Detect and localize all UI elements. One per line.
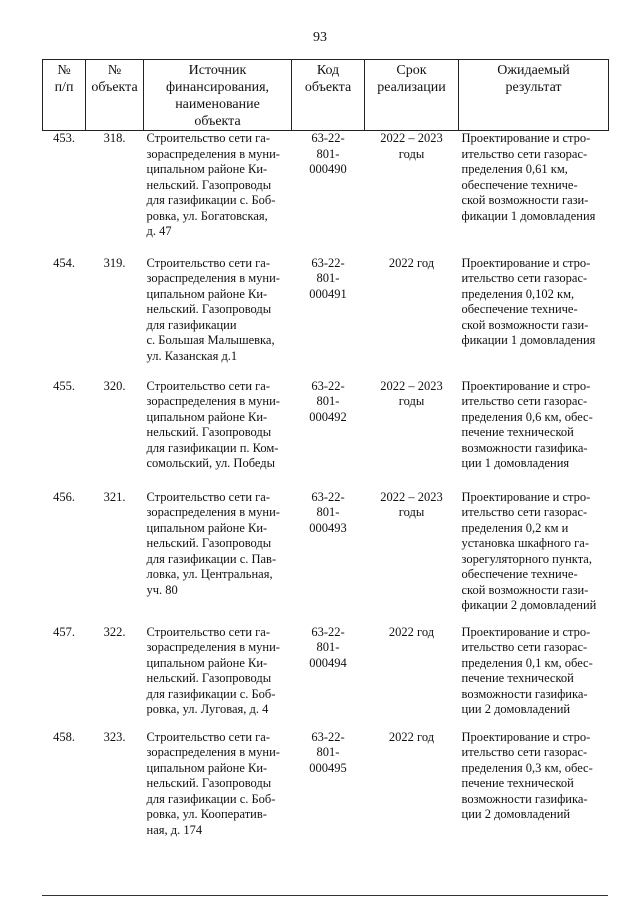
text-line: 63-22-: [311, 255, 345, 270]
text-line: результат: [505, 80, 562, 95]
text-line: ительство сети газорас-: [461, 640, 588, 654]
text-line: установка шкафного га-: [461, 536, 589, 550]
text-line: обеспечение техниче-: [461, 177, 578, 192]
row-object-code: [292, 377, 365, 488]
table-row: [43, 377, 609, 488]
text-line: годы: [398, 394, 425, 408]
text-line: для газификации с. Боб-: [146, 686, 276, 701]
text-line: 2022 год: [388, 729, 435, 744]
text-line: 000494: [309, 655, 347, 670]
row-object-number: 320.: [103, 378, 126, 393]
text-line: 000491: [309, 286, 347, 301]
text-line: сомольский, ул. Победы: [146, 456, 276, 470]
text-line: №: [57, 63, 71, 78]
row-object-code: [292, 488, 365, 623]
text-line: ской возможности гази-: [461, 193, 589, 207]
text-line: Строительство сети га-: [146, 378, 270, 393]
header-object-number: [86, 60, 144, 131]
text-line: п/п: [54, 80, 74, 95]
row-description: [144, 488, 292, 623]
text-line: Проектирование и стро-: [461, 489, 591, 504]
text-line: ской возможности гази-: [461, 582, 589, 597]
text-line: наименование: [175, 97, 260, 112]
text-line: зорегуляторного пункта,: [461, 551, 592, 566]
text-line: ской возможности гази-: [461, 317, 589, 332]
text-line: годы: [398, 146, 425, 161]
row-result: [459, 377, 609, 488]
header-period: [365, 60, 459, 131]
text-line: ципальном районе Ки-: [146, 162, 268, 176]
row-description: [144, 131, 292, 254]
text-line: ительство сети газорас-: [461, 271, 588, 285]
text-line: Ожидаемый: [497, 63, 570, 78]
text-line: 2022 – 2023: [380, 489, 443, 504]
table-row: [43, 131, 609, 254]
text-line: фикации 1 домовладения: [461, 333, 596, 347]
text-line: возможности газифика-: [461, 791, 588, 806]
table-row: [43, 623, 609, 728]
text-line: ул. Казанская д.1: [146, 348, 238, 363]
text-line: 63-22-: [311, 729, 345, 744]
text-line: объекта: [194, 114, 241, 129]
text-line: с. Большая Малышевка,: [146, 333, 275, 347]
text-line: для газификации: [146, 317, 237, 332]
text-line: ципальном районе Ки-: [146, 409, 268, 424]
text-line: №: [107, 63, 122, 78]
text-line: Срок: [396, 63, 427, 78]
text-line: зораспределения в муни-: [146, 271, 280, 285]
text-line: ции 1 домовладения: [461, 456, 570, 470]
row-description: [144, 728, 292, 863]
text-line: ципальном районе Ки-: [146, 655, 268, 670]
text-line: для газификации п. Ком-: [146, 440, 279, 455]
text-line: зораспределения в муни-: [146, 505, 280, 519]
text-line: ровка, ул. Кооператив-: [146, 807, 267, 821]
page-number: 93: [313, 30, 327, 45]
row-result: [459, 623, 609, 728]
text-line: ительство сети газорас-: [461, 394, 588, 408]
text-line: зораспределения в муни-: [146, 745, 280, 759]
table-row: [43, 488, 609, 623]
text-line: 801-: [316, 394, 340, 408]
row-object-number: 319.: [103, 255, 126, 270]
row-period: [365, 488, 459, 623]
table-body: [43, 131, 609, 863]
text-line: Проектирование и стро-: [461, 131, 591, 145]
text-line: ловка, ул. Центральная,: [146, 567, 273, 581]
text-line: Проектирование и стро-: [461, 729, 591, 744]
text-line: 2022 год: [388, 255, 435, 270]
objects-table: [42, 59, 609, 863]
text-line: обеспечение техниче-: [461, 302, 578, 316]
text-line: зораспределения в муни-: [146, 394, 280, 408]
text-line: ная, д. 174: [146, 822, 203, 837]
row-object-code: [292, 623, 365, 728]
text-line: ции 2 домовладений: [461, 702, 571, 716]
text-line: Строительство сети га-: [146, 131, 270, 145]
text-line: 63-22-: [311, 489, 345, 504]
header-source: [144, 60, 292, 131]
text-line: печение технической: [461, 776, 574, 790]
header-pp: [43, 60, 86, 131]
text-line: ровка, ул. Богатовская,: [146, 208, 268, 223]
text-line: возможности газифика-: [461, 686, 588, 701]
bottom-rule: [42, 895, 608, 896]
header-result: [459, 60, 609, 131]
text-line: фикации 2 домовладений: [461, 598, 597, 612]
text-line: 000493: [309, 520, 347, 535]
text-line: Строительство сети га-: [146, 729, 270, 744]
row-object-code: [292, 131, 365, 254]
text-line: 2022 – 2023: [380, 131, 443, 145]
text-line: нельский. Газопроводы: [146, 302, 272, 316]
text-line: объекта: [304, 80, 352, 95]
text-line: зораспределения в муни-: [146, 146, 280, 161]
row-object-number: 323.: [103, 729, 126, 744]
text-line: 000495: [309, 760, 347, 775]
text-line: Код: [316, 63, 340, 78]
table-row: [43, 728, 609, 863]
row-result: [459, 728, 609, 863]
text-line: печение технической: [461, 425, 574, 439]
text-line: Проектирование и стро-: [461, 378, 591, 393]
text-line: 2022 год: [388, 624, 435, 639]
text-line: 000490: [309, 162, 347, 176]
row-period: [365, 728, 459, 863]
row-period: [365, 377, 459, 488]
text-line: объекта: [91, 80, 138, 95]
text-line: д. 47: [146, 224, 172, 238]
text-line: 801-: [316, 640, 340, 654]
text-line: пределения 0,102 км,: [461, 286, 575, 301]
text-line: финансирования,: [165, 80, 270, 95]
row-pp-number: 455.: [53, 378, 75, 393]
row-object-number: 321.: [103, 489, 126, 504]
text-line: нельский. Газопроводы: [146, 776, 272, 790]
text-line: 63-22-: [311, 131, 345, 145]
row-pp-number: 456.: [53, 489, 75, 504]
text-line: Источник: [188, 63, 247, 78]
text-line: Строительство сети га-: [146, 624, 270, 639]
header-code: [292, 60, 365, 131]
text-line: ципальном районе Ки-: [146, 520, 268, 535]
text-line: пределения 0,2 км и: [461, 520, 569, 535]
text-line: пределения 0,1 км, обес-: [461, 655, 593, 670]
text-line: годы: [398, 505, 425, 519]
text-line: 63-22-: [311, 624, 345, 639]
row-result: [459, 488, 609, 623]
row-pp-number: 458.: [53, 729, 75, 744]
text-line: ции 2 домовладений: [461, 807, 571, 821]
text-line: 801-: [316, 745, 340, 759]
text-line: для газификации с. Боб-: [146, 791, 276, 806]
text-line: ципальном районе Ки-: [146, 760, 268, 775]
text-line: уч. 80: [146, 582, 178, 597]
text-line: возможности газифика-: [461, 440, 588, 455]
row-object-number: 318.: [103, 131, 126, 145]
row-result: [459, 131, 609, 254]
row-period: [365, 623, 459, 728]
text-line: ительство сети газорас-: [461, 146, 588, 161]
text-line: ительство сети газорас-: [461, 745, 588, 759]
text-line: для газификации с. Боб-: [146, 193, 276, 207]
text-line: 801-: [316, 271, 340, 285]
text-line: нельский. Газопроводы: [146, 671, 272, 685]
row-pp-number: 457.: [53, 624, 75, 639]
text-line: печение технической: [461, 671, 574, 685]
text-line: нельский. Газопроводы: [146, 425, 272, 439]
text-line: обеспечение техниче-: [461, 567, 578, 581]
row-description: [144, 623, 292, 728]
row-object-number: 322.: [103, 624, 126, 639]
text-line: ципальном районе Ки-: [146, 286, 268, 301]
text-line: нельский. Газопроводы: [146, 536, 272, 550]
text-line: 63-22-: [311, 378, 345, 393]
text-line: Строительство сети га-: [146, 489, 270, 504]
table-row: [43, 254, 609, 377]
text-line: 000492: [309, 409, 347, 424]
table-header-row: [43, 60, 609, 131]
text-line: пределения 0,61 км,: [461, 162, 568, 176]
row-result: [459, 254, 609, 377]
row-pp-number: 453.: [53, 131, 75, 145]
text-line: Строительство сети га-: [146, 255, 270, 270]
text-line: фикации 1 домовладения: [461, 208, 596, 223]
row-description: [144, 377, 292, 488]
text-line: Проектирование и стро-: [461, 624, 591, 639]
text-line: ровка, ул. Луговая, д. 4: [146, 702, 269, 716]
text-line: нельский. Газопроводы: [146, 177, 272, 192]
row-object-code: [292, 728, 365, 863]
row-period: [365, 131, 459, 254]
text-line: Проектирование и стро-: [461, 255, 591, 270]
row-description: [144, 254, 292, 377]
text-line: 801-: [316, 505, 340, 519]
text-line: реализации: [377, 80, 446, 95]
row-period: [365, 254, 459, 377]
text-line: 2022 – 2023: [380, 378, 443, 393]
row-object-code: [292, 254, 365, 377]
text-line: ительство сети газорас-: [461, 505, 588, 519]
text-line: пределения 0,6 км, обес-: [461, 409, 593, 424]
text-line: 801-: [316, 146, 340, 161]
row-pp-number: 454.: [53, 255, 75, 270]
text-line: зораспределения в муни-: [146, 640, 280, 654]
text-line: пределения 0,3 км, обес-: [461, 760, 593, 775]
text-line: для газификации с. Пав-: [146, 551, 277, 566]
